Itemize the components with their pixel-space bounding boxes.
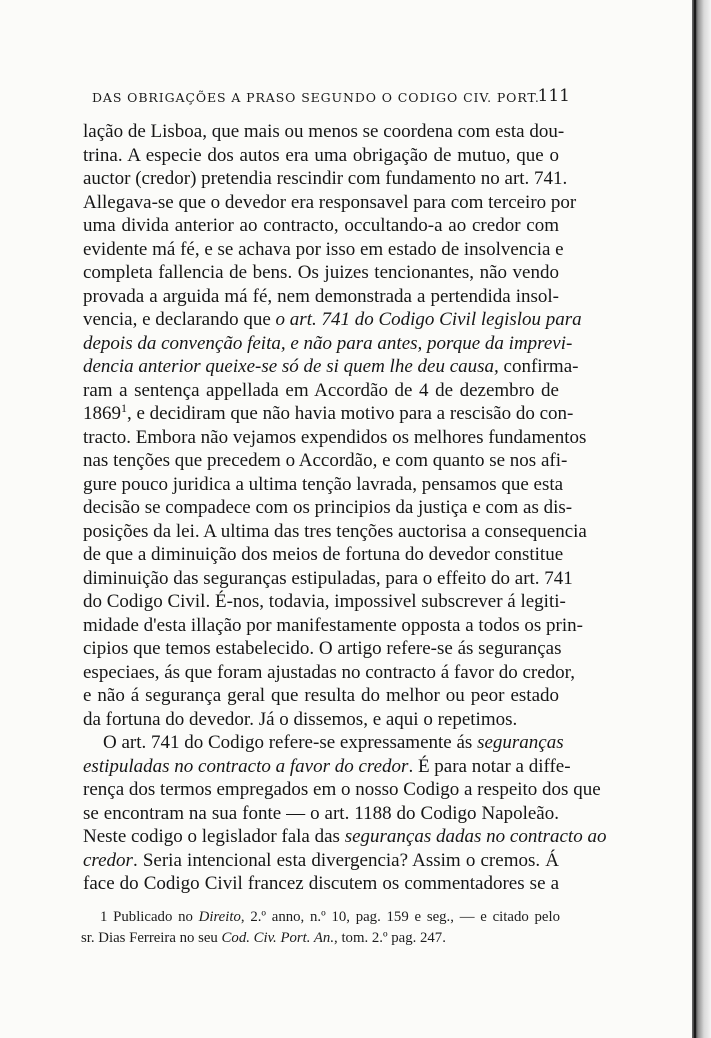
text-segment: midade d'esta illação por manifestamente opposta a todos os prin- — [83, 614, 583, 636]
footnote-text: , tom. 2.º pag. 247. — [334, 930, 446, 946]
text-line — [83, 285, 559, 309]
text-line — [83, 590, 566, 614]
text-line — [83, 355, 579, 379]
text-segment: cipios que temos estabelecido. O artigo refere-se ás seguranças — [83, 638, 562, 659]
text-segment: auctor (credor) pretendia rescindir com fundamento no art. 741. — [83, 168, 568, 189]
text-line — [83, 214, 559, 238]
text-segment: tracto. Embora não vejamos expendidos os melhores fundamentos — [83, 426, 587, 448]
text-segment: ram a sentença appellada em Accordão de 4 de dezembro de — [83, 379, 559, 401]
text-line — [83, 496, 573, 520]
text-segment: evidente má fé, e se achava por isso em estado de insolvencia e — [83, 238, 564, 260]
text-line — [83, 567, 573, 591]
text-line — [83, 238, 564, 262]
footnote-line — [100, 907, 560, 928]
italic-text: o art. 741 do Codigo Civil legislou para — [275, 309, 582, 330]
text-line — [83, 308, 582, 332]
text-line — [83, 261, 559, 285]
footnote-text: Publicado no — [107, 909, 199, 925]
text-line — [83, 144, 559, 168]
text-segment: O art. 741 do Codigo refere-se expressamente ás — [103, 732, 478, 753]
text-segment: uma divida anterior ao contracto, occultando-a ao credor com — [83, 215, 559, 236]
text-segment: vencia, e declarando que — [83, 309, 276, 330]
text-line — [83, 449, 568, 473]
running-title: DAS OBRIGAÇÕES A PRASO SEGUNDO O CODIGO CIV. PORT. — [92, 90, 540, 105]
text-line — [83, 802, 559, 826]
footnote-text: , 2.º anno, n.º 10, pag. 159 e seg., — e citado pelo — [240, 909, 560, 925]
text-line — [83, 520, 587, 544]
footnote-italic: Cod. Civ. Port. An. — [221, 930, 335, 946]
text-line — [83, 191, 577, 215]
text-line — [83, 637, 562, 661]
page-edge — [692, 0, 711, 1038]
text-segment: face do Codigo Civil francez discutem os commentadores se a — [83, 873, 559, 894]
text-line — [83, 731, 564, 755]
footnote-italic: Direito — [198, 909, 241, 925]
text-line — [83, 120, 565, 144]
text-segment: lação de Lisboa, que mais ou menos se coordena com esta dou- — [83, 121, 565, 142]
text-segment: gure pouco juridica a ultima tenção lavrada, pensamos que esta — [83, 473, 564, 495]
text-line — [83, 661, 575, 685]
text-segment: de que a diminuição dos meios de fortuna do devedor constitue — [83, 544, 564, 565]
text-segment: rença dos termos empregados em o nosso Codigo a respeito dos que — [83, 779, 601, 800]
text-line — [83, 426, 587, 450]
text-segment: provada a arguida má fé, nem demonstrada a pertendida insol- — [83, 285, 559, 307]
running-header — [92, 86, 570, 112]
italic-text: depois da convenção feita, e não para antes, porque da imprevi- — [83, 332, 573, 354]
text-segment: decisão se compadece com os principios da justiça e com as dis- — [83, 497, 573, 518]
text-segment: . É para notar a diffe- — [408, 755, 571, 777]
body-text — [83, 120, 607, 896]
text-line — [83, 755, 571, 779]
text-segment: completa fallencia de bens. Os juizes tencionantes, não vendo — [83, 262, 559, 283]
footnote-reference: 1 — [121, 401, 127, 415]
footnote-text: sr. Dias Ferreira no seu — [81, 930, 222, 946]
text-segment: 1869 — [83, 403, 121, 424]
text-segment: se encontram na sua fonte — o art. 1188 do Codigo Napoleão. — [83, 802, 559, 824]
footnote-marker: 1 — [100, 909, 108, 925]
text-line — [83, 872, 559, 896]
text-segment: e não á segurança geral que resulta do melhor ou peor estado — [83, 685, 559, 706]
text-line — [83, 401, 574, 426]
text-line — [83, 614, 583, 638]
text-line — [83, 849, 559, 873]
text-line — [83, 778, 601, 802]
text-segment: diminuição das seguranças estipuladas, para o effeito do art. 741 — [83, 567, 573, 589]
text-segment: especiaes, ás que foram ajustadas no contracto á favor do credor, — [83, 661, 575, 683]
text-line — [83, 473, 564, 497]
footnote-line — [81, 928, 560, 949]
text-line — [83, 684, 559, 708]
text-segment: Neste codigo o legislador fala das — [83, 826, 345, 847]
text-segment: posições da lei. A ultima das tres tenções auctorisa a consequencia — [83, 520, 587, 542]
text-segment: trina. A especie dos autos era uma obrigação de mutuo, que o — [83, 144, 559, 166]
text-segment: , e decidiram que não havia motivo para a rescisão do con- — [127, 403, 574, 424]
italic-text: estipuladas no contracto a favor do credor — [83, 755, 409, 777]
text-segment: nas tenções que precedem o Accordão, e com quanto se nos afi- — [83, 450, 568, 471]
text-segment: . Seria intencional esta divergencia? Assim o cremos. Á — [132, 849, 559, 871]
text-line — [83, 543, 564, 567]
text-line — [83, 167, 568, 191]
binding-shadow — [694, 0, 696, 1038]
text-line — [83, 708, 559, 732]
text-segment: Allegava-se que o devedor era responsavel para com terceiro por — [83, 191, 577, 213]
text-line — [83, 332, 573, 356]
page-number: 111 — [537, 86, 570, 106]
text-segment: confirma- — [498, 356, 579, 377]
text-line — [83, 379, 559, 403]
text-segment: da fortuna do devedor. Já o dissemos, e aqui o repetimos. — [83, 708, 518, 730]
italic-text: seguranças — [477, 732, 564, 753]
footnotes — [81, 907, 560, 949]
italic-text: credor — [83, 849, 133, 871]
text-segment: do Codigo Civil. É-nos, todavia, impossivel subscrever á legiti- — [83, 591, 566, 612]
italic-text: dencia anterior queixe-se só de si quem lhe deu causa, — [83, 356, 499, 377]
italic-text: seguranças dadas no contracto ao — [344, 826, 607, 847]
text-line — [83, 825, 607, 849]
